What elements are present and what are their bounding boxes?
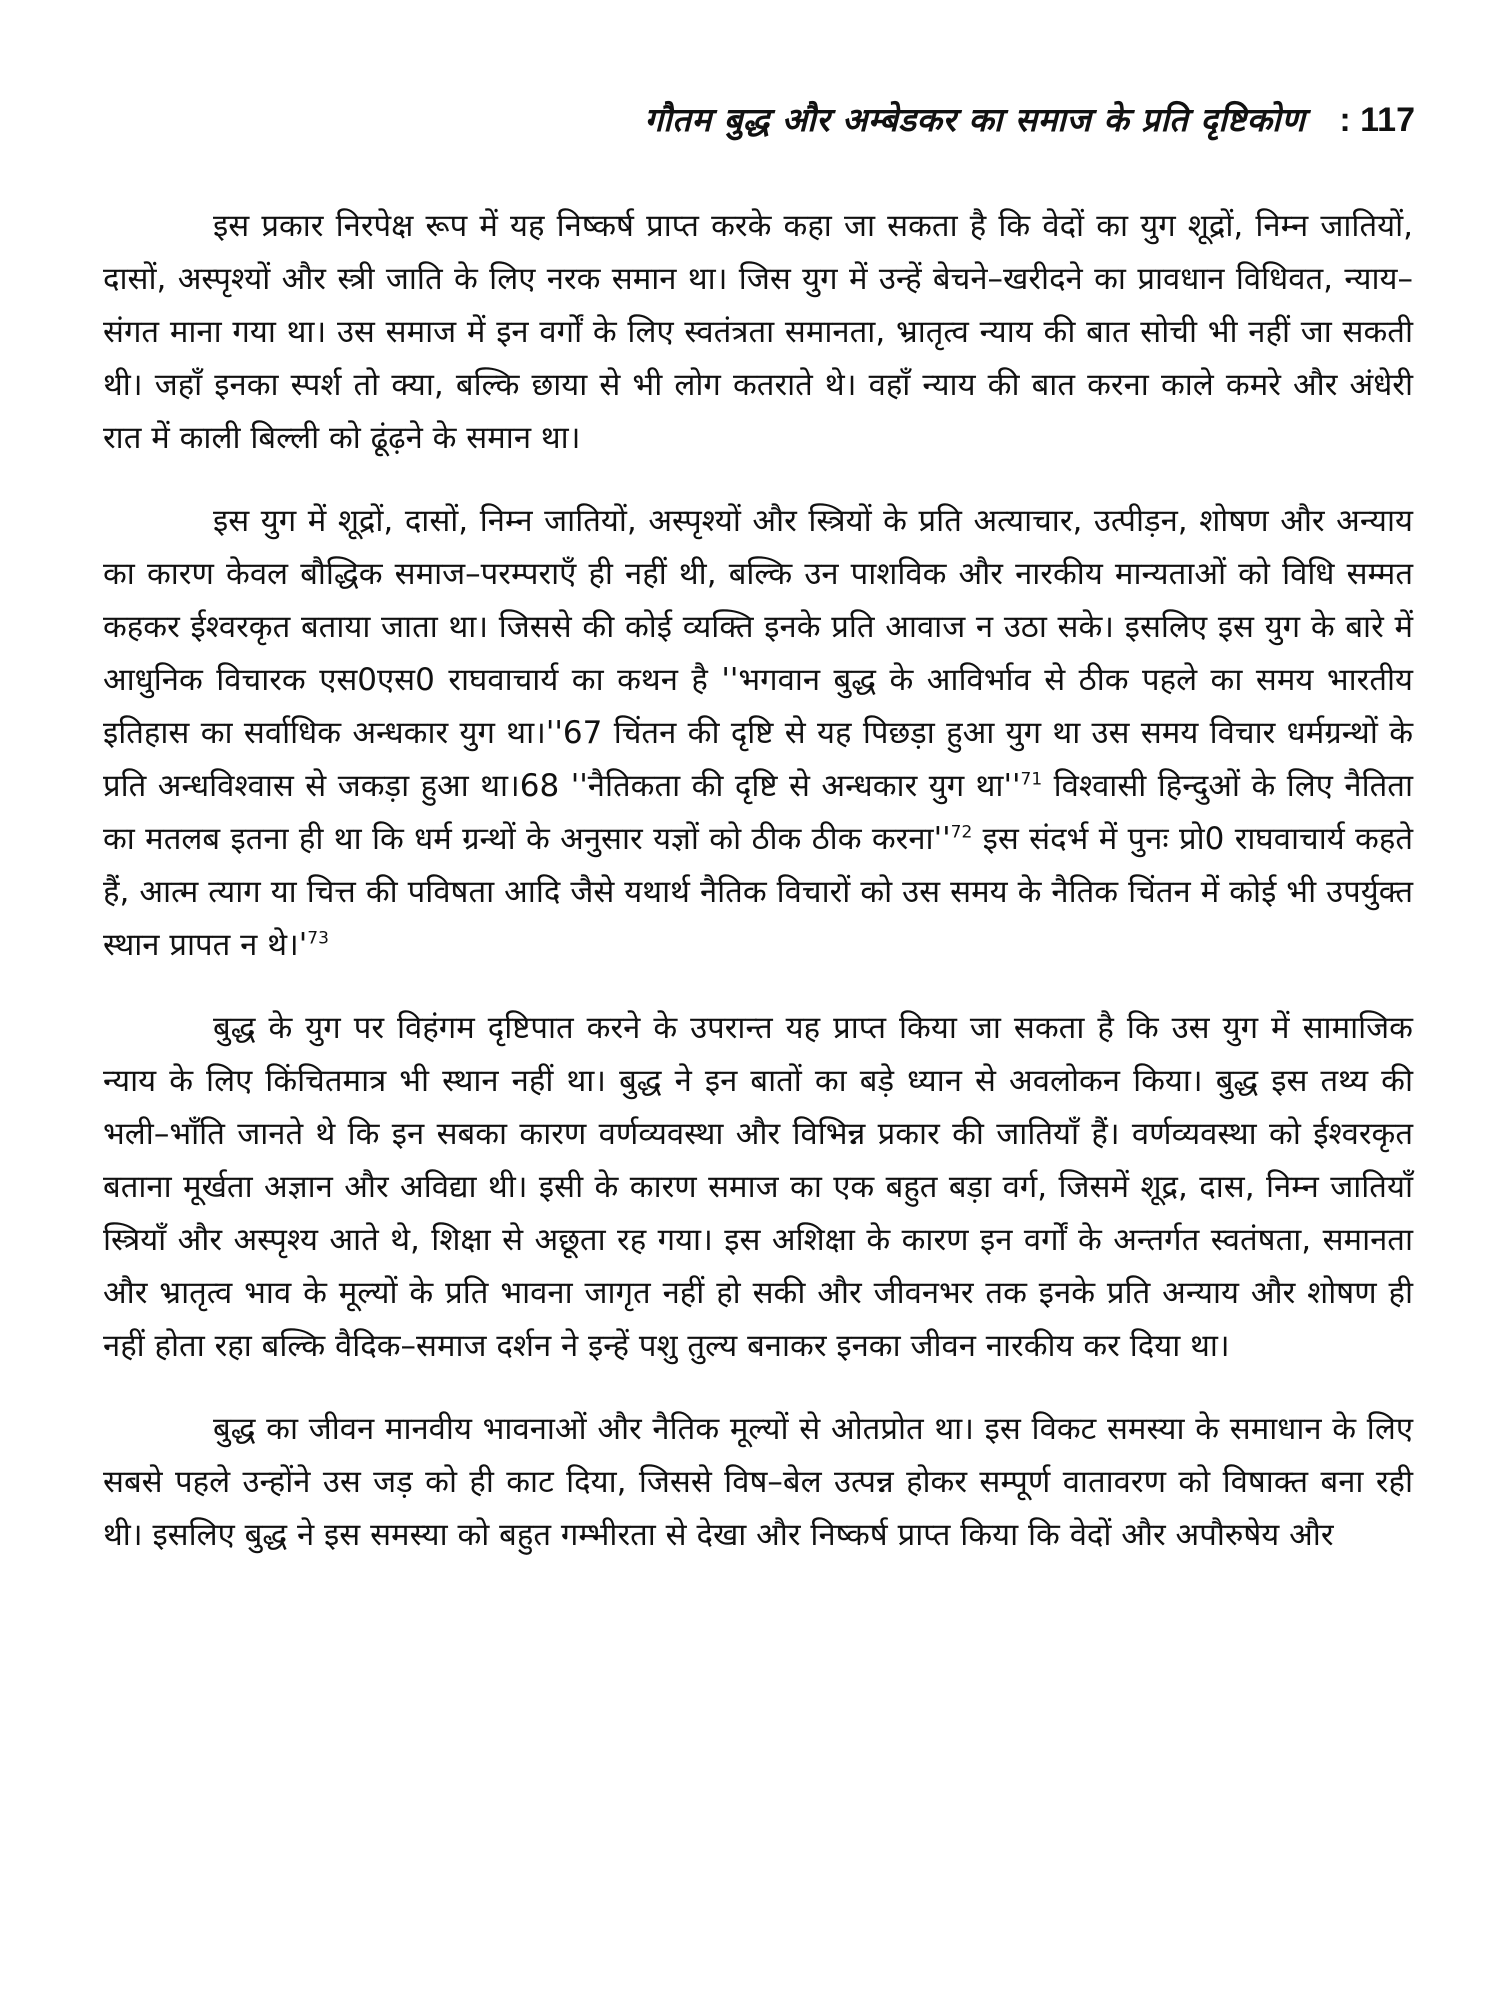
paragraph-2-part-a: इस युग में शूद्रों, दासों, निम्न जातियों, अस्पृश्यों और स्त्रियों के प्रति अत्याचार, उत्पीड़न, शोषण और अन्याय का कारण केवल बौद्धिक समाज–परम्पराएँ ही नहीं थी, बल्कि उन पाशविक और नारकीय मान्यताओं को विधि सम्मत कहकर ईश्वरकृत बताया जाता था। जिससे की कोई व्यक्ति इनके प्रति आवाज न उठा सके। इसलिए इस युग के बारे में आधुनिक विचारक एस0एस0 राघवाचार्य का कथन है ''भगवान बुद्ध के आविर्भाव से ठीक पहले का समय भारतीय इतिहास का सर्वाधिक अन्धकार युग था।''67 चिंतन की दृष्टि से यह पिछड़ा हुआ युग था उस समय विचार धर्मग्रन्थों के प्रति अन्धविश्वास से जकड़ा हुआ था।68 ''नैतिकता की दृष्टि से अन्धकार युग था'' xyxy=(103,503,1413,804)
footnote-ref-72: 72 xyxy=(950,822,973,843)
paragraph-3: बुद्ध के युग पर विहंगम दृष्टिपात करने के उपरान्त यह प्राप्त किया जा सकता है कि उस युग में सामाजिक न्याय के लिए किंचितमात्र भी स्थान नहीं था। बुद्ध ने इन बातों का बड़े ध्यान से अवलोकन किया। बुद्ध इस तथ्य की भली–भाँति जानते थे कि इन सबका कारण वर्णव्यवस्था और विभिन्न प्रकार की जातियाँ हैं। वर्णव्यवस्था को ईश्वरकृत बताना मूर्खता अज्ञान और अविद्या थी। इसी के कारण समाज का एक बहुत बड़ा वर्ग, जिसमें शूद्र, दास, निम्न जातियाँ स्त्रियाँ और अस्पृश्य आते थे, शिक्षा से अछूता रह गया। इस अशिक्षा के कारण इन वर्गों के अन्तर्गत स्वतंषता, समानता और भ्रातृत्व भाव के मूल्यों के प्रति भावना जागृत नहीं हो सकी और जीवनभर तक इनके प्रति अन्याय और शोषण ही नहीं होता रहा बल्कि वैदिक–समाज दर्शन ने इन्हें पशु तुल्य बनाकर इनका जीवन नारकीय कर दिया था। xyxy=(103,1010,1413,1364)
footnote-ref-73: 73 xyxy=(307,928,329,949)
paragraph-2 xyxy=(103,495,1413,972)
paragraph-2-part-c: इस संदर्भ में पुनः प्रो0 राघवाचार्य कहते हैं, आत्म त्याग या चित्त की पविषता आदि जैसे यथार्थ नैतिक विचारों को उस समय के नैतिक चिंतन में कोई भी उपर्युक्त स्थान प्रापत न थे।' xyxy=(103,821,1413,963)
paragraph-4: बुद्ध का जीवन मानवीय भावनाओं और नैतिक मूल्यों से ओतप्रोत था। इस विकट समस्या के समाधान के लिए सबसे पहले उन्होंने उस जड़ को ही काट दिया, जिससे विष–बेल उत्पन्न होकर सम्पूर्ण वातावरण को विषाक्त बना रही थी। इसलिए बुद्ध ने इस समस्या को बहुत गम्भीरता से देखा और निष्कर्ष प्राप्त किया कि वेदों और अपौरुषेय और xyxy=(103,1411,1413,1553)
chapter-title: गौतम बुद्ध और अम्बेडकर का समाज के प्रति दृष्टिकोण xyxy=(644,100,1306,139)
body-text xyxy=(103,200,1413,1562)
page-number: : 117 xyxy=(1339,101,1415,139)
footnote-ref-71: 71 xyxy=(1020,769,1043,790)
paragraph-2-part-b: विश्वासी हिन्दुओं के लिए नैतिता का मतलब इतना ही था कि धर्म ग्रन्थों के अनुसार यज्ञों को ठीक ठीक करना'' xyxy=(103,768,1413,857)
paragraph-1: इस प्रकार निरपेक्ष रूप में यह निष्कर्ष प्राप्त करके कहा जा सकता है कि वेदों का युग शूद्रों, निम्न जातियों, दासों, अस्पृश्यों और स्त्री जाति के लिए नरक समान था। जिस युग में उन्हें बेचने–खरीदने का प्रावधान विधिवत, न्याय–संगत माना गया था। उस समाज में इन वर्गों के लिए स्वतंत्रता समानता, भ्रातृत्व न्याय की बात सोची भी नहीं जा सकती थी। जहाँ इनका स्पर्श तो क्या, बल्कि छाया से भी लोग कतराते थे। वहाँ न्याय की बात करना काले कमरे और अंधेरी रात में काली बिल्ली को ढूंढ़ने के समान था। xyxy=(103,208,1413,456)
running-header xyxy=(395,96,1415,141)
